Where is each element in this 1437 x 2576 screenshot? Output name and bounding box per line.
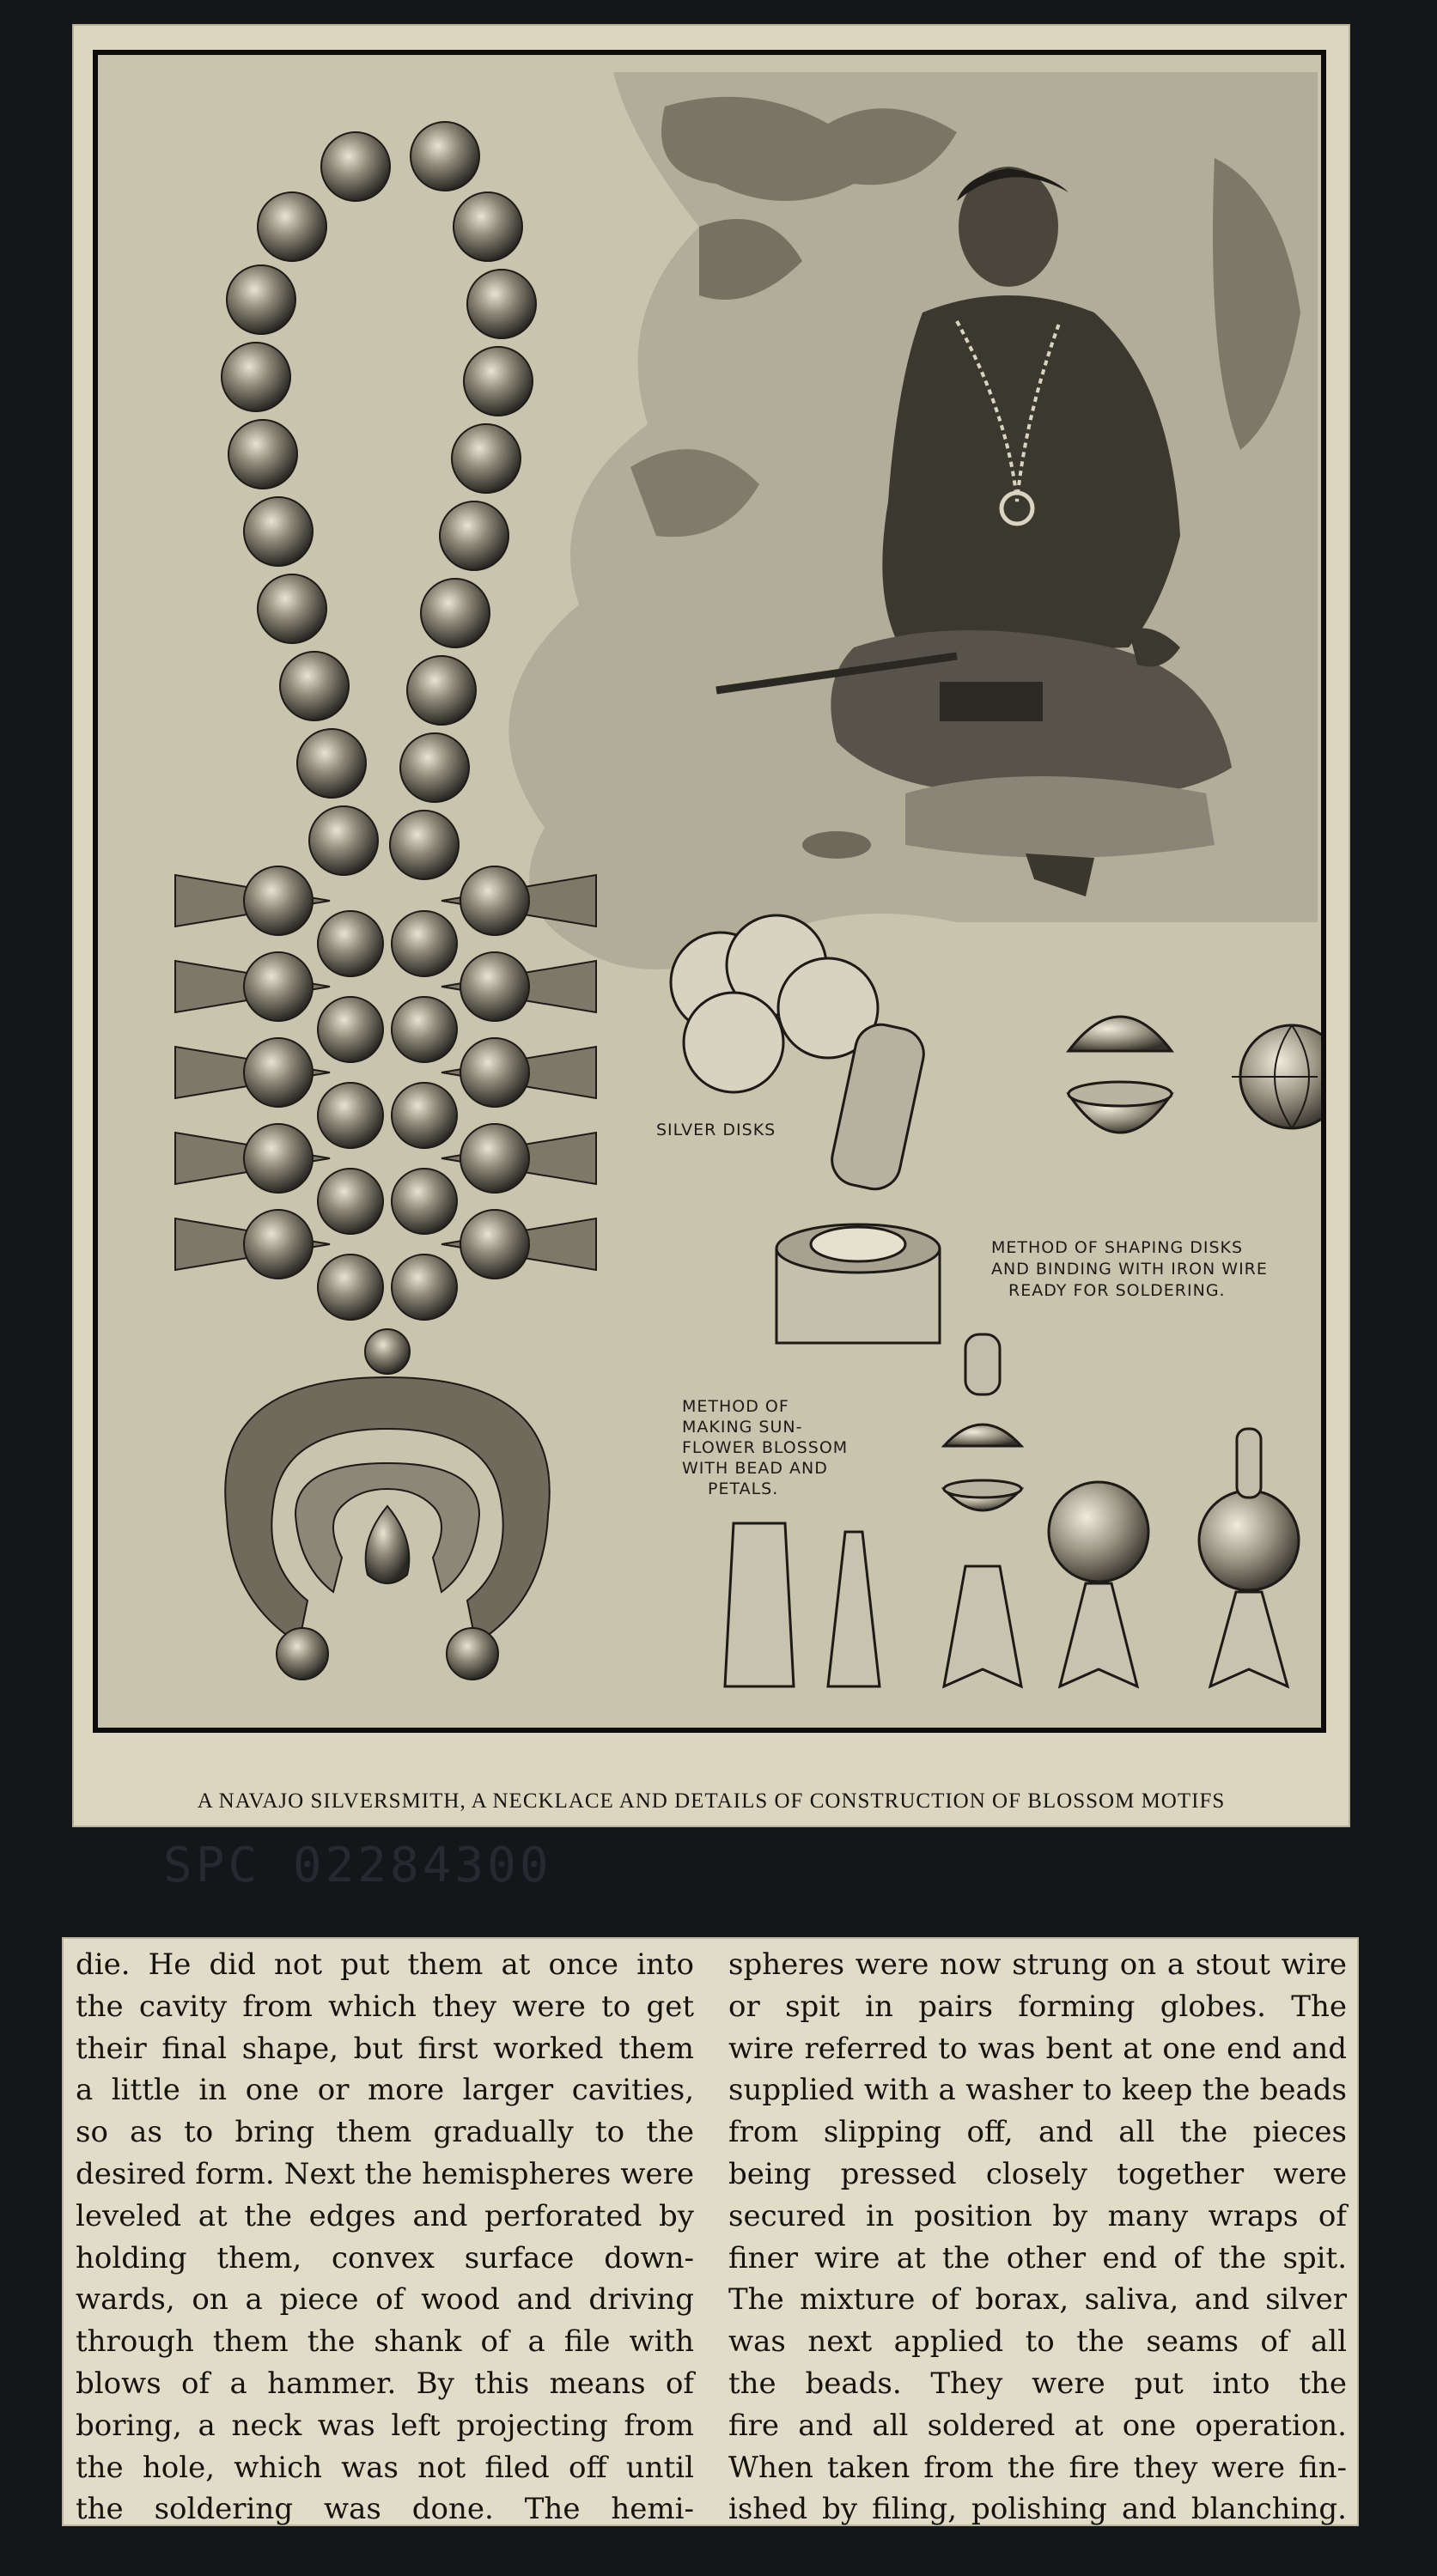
text-line: the beads. They were put into the [728,2366,1347,2401]
plate-caption: A NAVAJO SILVERSMITH, A NECKLACE AND DETAILS OF CONSTRUCTION OF BLOSSOM MOTIFS [197,1789,1226,1813]
text-line: so as to bring them gradually to the [76,2115,694,2150]
text-line: secured in position by many wraps of [728,2198,1347,2233]
text-line: a little in one or more larger cavities, [76,2073,694,2108]
text-line: supplied with a washer to keep the beads [728,2073,1347,2108]
label-making-line-4: WITH BEAD AND [682,1459,828,1478]
text-line: When taken from the fire they were fin- [728,2450,1347,2485]
accession-stamp: SPC 02284300 [163,1838,552,1893]
text-line: wards, on a piece of wood and driving [76,2282,694,2318]
text-line: leveled at the edges and perforated by [76,2198,694,2233]
illustration-plate [74,26,1349,1826]
plate-illustration [98,55,1321,1728]
text-column-right [728,1944,1347,2530]
label-making-line-2: MAKING SUN- [682,1418,803,1437]
plate-frame [93,50,1326,1733]
text-line: boring, a neck was left projecting from [76,2408,694,2443]
text-line: wire referred to was bent at one end and [728,2031,1347,2066]
text-line: blows of a hammer. By this means of [76,2366,694,2401]
text-line: was next applied to the seams of all [728,2324,1347,2360]
text-line: fire and all soldered at one operation. [728,2408,1347,2443]
label-making-line-1: METHOD OF [682,1397,789,1416]
text-line: desired form. Next the hemispheres were [76,2156,694,2191]
squash-blossom-necklace [175,122,596,1680]
silversmith-photograph [508,72,1318,969]
text-line: die. He did not put them at once into [76,1947,694,1982]
text-line: The mixture of borax, saliva, and silver [728,2282,1347,2318]
text-line: the cavity from which they were to get [76,1989,694,2024]
label-making-line-3: FLOWER BLOSSOM [682,1438,849,1457]
text-line: spheres were now strung on a stout wire [728,1947,1347,1982]
label-shaping-line-2: AND BINDING WITH IRON WIRE [991,1260,1268,1279]
text-line: being pressed closely together were [728,2156,1347,2191]
text-line: holding them, convex surface down- [76,2240,694,2275]
text-line: the hole, which was not filed off until [76,2450,694,2485]
text-line: or spit in pairs forming globes. The [728,1989,1347,2024]
label-shaping-line-3: READY FOR SOLDERING. [1008,1281,1226,1300]
text-column-left [76,1944,694,2530]
label-making-line-5: PETALS. [708,1479,779,1498]
text-line: ished by filing, polishing and blanching. [728,2492,1347,2527]
text-line: finer wire at the other end of the spit. [728,2240,1347,2275]
label-silver-disks: SILVER DISKS [656,1121,776,1139]
text-clipping [64,1939,1357,2527]
text-line: from slipping off, and all the pieces [728,2115,1347,2150]
text-line: through them the shank of a file with [76,2324,694,2360]
label-shaping-line-1: METHOD OF SHAPING DISKS [991,1238,1244,1257]
construction-diagrams [671,915,1321,1686]
text-line: their final shape, but first worked them [76,2031,694,2066]
text-line: the soldering was done. The hemi- [76,2492,694,2527]
